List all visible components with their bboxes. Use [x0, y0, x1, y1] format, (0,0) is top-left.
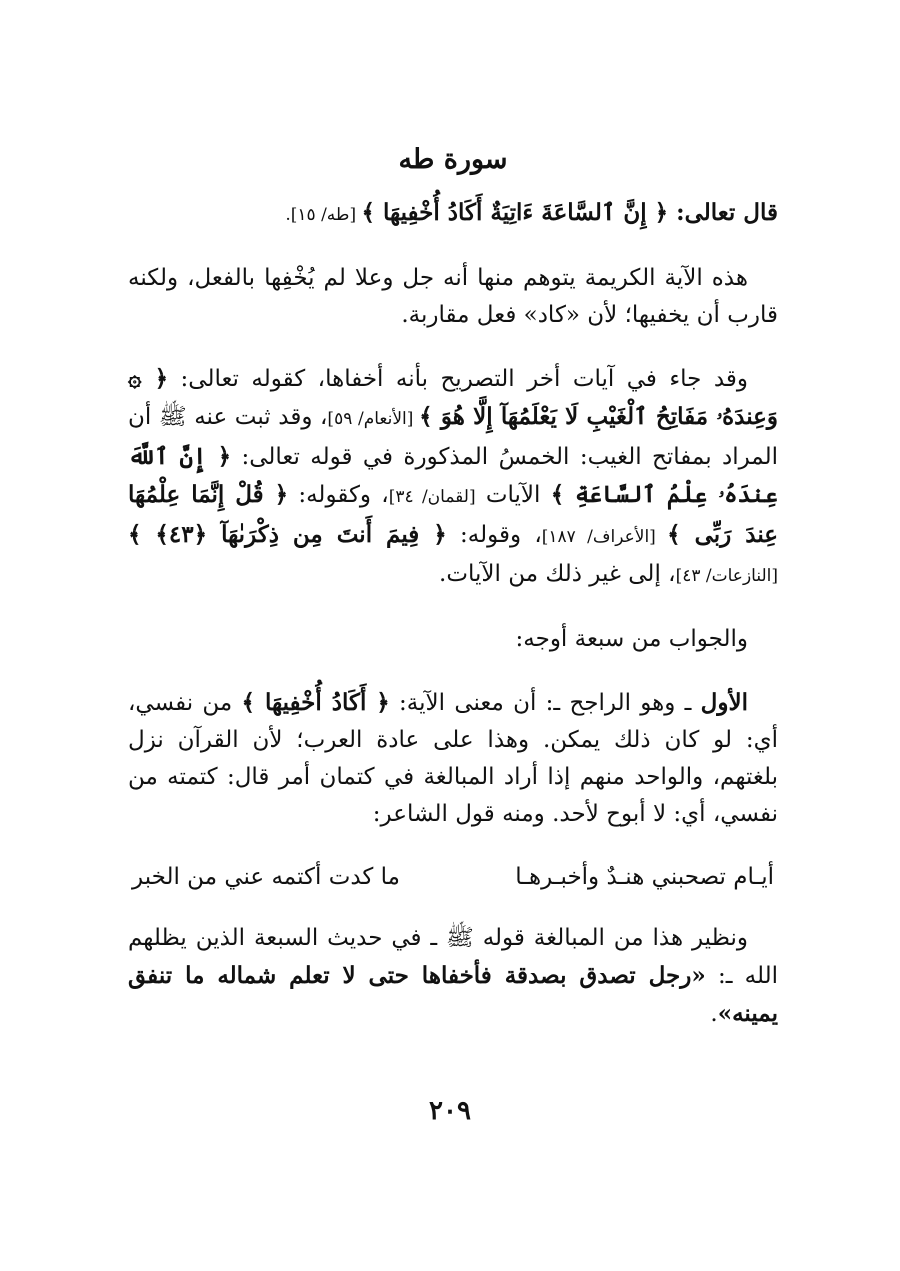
- p4-ayah-1: ﴿ أَكَادُ أُخْفِيهَا ﴾: [241, 689, 390, 716]
- p2-text-4: ، وكقوله:: [288, 482, 389, 508]
- p2-ref-3: [الأعراف/ ١٨٧]: [541, 527, 668, 547]
- intro-paragraph: [128, 194, 778, 234]
- p4-text-1: ـ وهو الراجح ـ: أن معنى الآية:: [389, 690, 701, 716]
- intro-lead: قال تعالى:: [668, 199, 778, 226]
- page-body: [128, 140, 778, 1059]
- paragraph-3: والجواب من سبعة أوجه:: [515, 626, 748, 652]
- p5-hadith: «رجل تصدق بصدقة فأخفاها حتى لا تعلم شماله ما تنفق يمينه»: [128, 962, 778, 1027]
- intro-ayah: ﴿ إِنَّ ٱلسَّاعَةَ ءَاتِيَةٌ أَكَادُ أُخْفِيهَا ﴾: [361, 199, 669, 226]
- p2-ayah-2: ﴿ إِنَّ ٱللَّهَ عِندَهُۥ عِلْمُ ٱلسَّاعَةِ ﴾: [128, 443, 778, 508]
- p2-ref-1: [الأنعام/ ٥٩]: [327, 409, 420, 429]
- p5-text-2: .: [710, 1001, 718, 1027]
- p2-text-2: ، وقد ثبت عنه ﷺ أن المراد بمفاتح الغيب: الخمسُ المذكورة في قوله تعالى:: [128, 404, 779, 470]
- paragraph-4: [128, 684, 778, 833]
- verse-second-hemistich: ما كدت أكتمه عني من الخبر: [132, 864, 401, 890]
- paragraph-1: هذه الآية الكريمة يتوهم منها أنه جل وعلا لم يُخْفِها بالفعل، ولكنه قارب أن يخفيها؛ لأن «كاد» فعل مقاربة.: [128, 265, 778, 328]
- p5-text-1: ونظير هذا من المبالغة قوله ﷺ ـ في حديث السبعة الذين يظلهم الله ـ:: [128, 925, 779, 989]
- p2-ayah-4: ﴿ فِيمَ أَنتَ مِن ذِكْرَىٰهَآ ﴿٤٣﴾ ﴾: [128, 521, 447, 548]
- p2-text-6: ، إلى غير ذلك من الآيات.: [439, 561, 676, 587]
- verse-first-hemistich: أيـام تصحبني هنـدٌ وأخبـرهـا: [515, 864, 774, 890]
- intro-ref: [طه/ ١٥].: [285, 205, 362, 225]
- page-number: ٢٠٩: [429, 1096, 471, 1126]
- p2-ayah-1: ﴿ ۞ وَعِندَهُۥ مَفَاتِحُ ٱلْغَيْبِ لَا يَعْلَمُهَآ إِلَّا هُوَ ﴾: [128, 365, 779, 430]
- p2-text-5: ، وقوله:: [446, 522, 542, 548]
- p2-ref-2: [لقمان/ ٣٤]: [388, 487, 476, 507]
- poetry-verse: [128, 859, 778, 896]
- p2-ayah-3: ﴿ قُلْ إِنَّمَا عِلْمُهَا عِندَ رَبِّى ﴾: [128, 481, 778, 548]
- page-title: سورة طه: [398, 144, 508, 175]
- p2-text-3: الآيات: [475, 482, 551, 508]
- p2-ref-4: [النازعات/ ٤٣]: [675, 566, 778, 586]
- p4-text-2: من نفسي، أي: لو كان ذلك يمكن. وهذا على عادة العرب؛ لأن القرآن نزل بلغتهم، والواحد منهم إذا أراد المبالغة في كتمان أمر قال: كتمته من نفسي، أي: لا أبوح لأحد. ومنه قول الشاعر:: [128, 690, 778, 827]
- paragraph-5: [128, 920, 778, 1033]
- p2-text-1: وقد جاء في آيات أخر التصريح بأنه أخفاها، كقوله تعالى:: [168, 366, 748, 392]
- p4-lead: الأول: [700, 689, 748, 716]
- paragraph-2: [128, 360, 778, 595]
